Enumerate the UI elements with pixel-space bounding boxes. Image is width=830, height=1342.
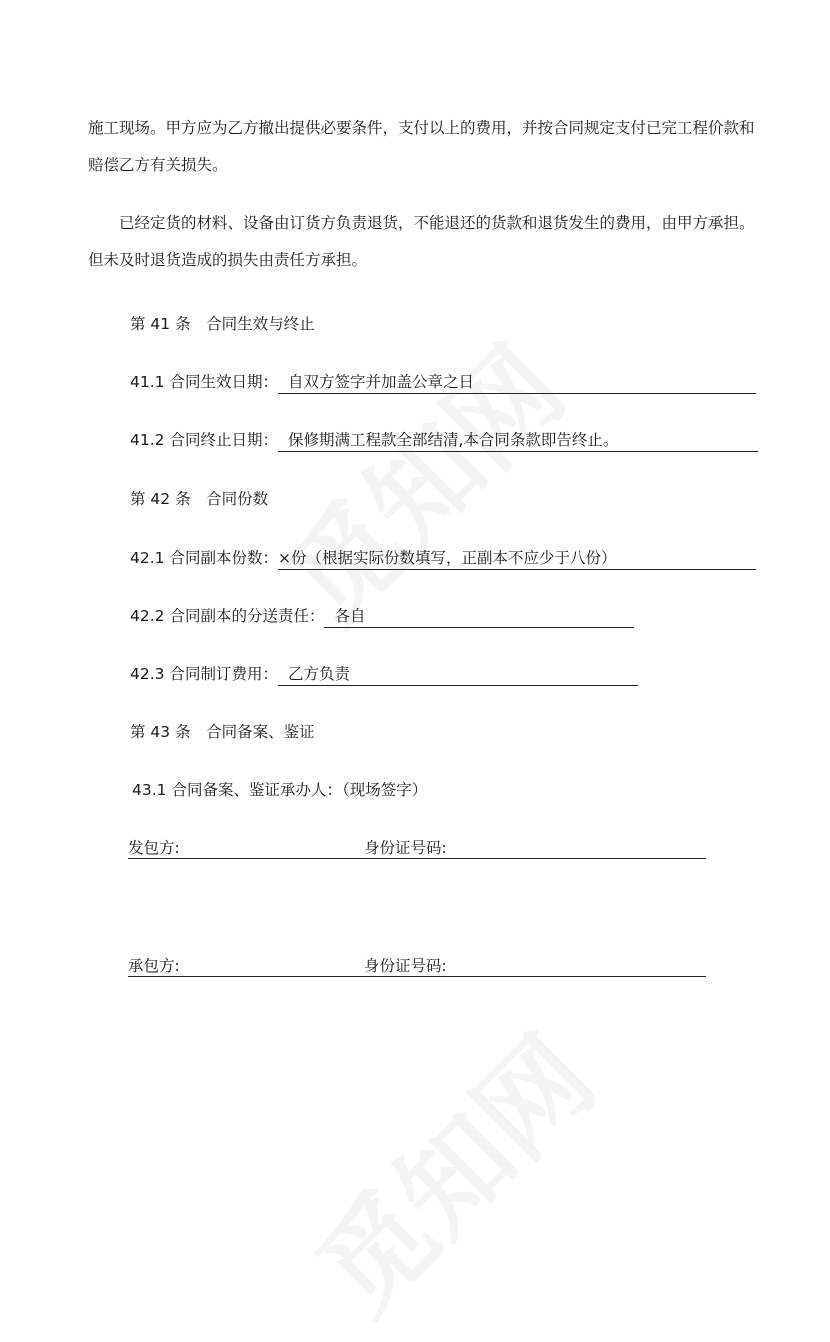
article-43-heading: 第 43 条 合同备案、鉴证 — [130, 723, 315, 741]
item-42-2-label: 42.2 合同副本的分送责任： — [130, 607, 325, 625]
item-41-2 — [130, 428, 758, 452]
item-43-1: 43.1 合同备案、鉴证承办人：（现场签字） — [132, 781, 428, 799]
party-a-label: 发包方: — [128, 839, 180, 857]
paragraph-termination-cont: 施工现场。甲方应为乙方撤出提供必要条件，支付以上的费用，并按合同规定支付已完工程价款和赔偿乙方有关损失。 — [88, 119, 755, 174]
termination-date-field: 保修期满工程款全部结清,本合同条款即告终止。 — [278, 428, 758, 452]
item-42-3-label: 42.3 合同制订费用： — [130, 665, 278, 683]
item-41-1 — [130, 370, 756, 394]
item-42-1-label: 42.1 合同副本份数： — [130, 549, 278, 567]
article-41-heading: 第 41 条 合同生效与终止 — [130, 315, 315, 333]
paragraph-returns: 已经定货的材料、设备由订货方负责退货，不能退还的货款和退货发生的费用，由甲方承担。但未及时退货造成的损失由责任方承担。 — [88, 214, 755, 269]
party-b-id-label: 身份证号码: — [364, 957, 447, 975]
watermark — [247, 306, 592, 651]
copies-count-field: ×份（根据实际份数填写，正副本不应少于八份） — [278, 546, 756, 570]
item-42-2 — [130, 604, 634, 628]
effective-date-field: 自双方签字并加盖公章之日 — [278, 370, 756, 394]
item-42-1 — [130, 546, 756, 570]
preparation-cost-field: 乙方负责 — [278, 662, 638, 686]
signature-row-party-a — [128, 836, 706, 859]
signature-row-party-b — [128, 954, 706, 977]
article-42-heading: 第 42 条 合同份数 — [130, 490, 269, 508]
item-41-1-label: 41.1 合同生效日期： — [130, 373, 278, 391]
watermark-bottom — [277, 996, 622, 1341]
party-a-id-label: 身份证号码: — [364, 839, 447, 857]
item-42-3 — [130, 662, 638, 686]
item-41-2-label: 41.2 合同终止日期： — [130, 431, 278, 449]
party-b-label: 承包方: — [128, 957, 180, 975]
copies-distribution-field: 各自 — [324, 604, 634, 628]
